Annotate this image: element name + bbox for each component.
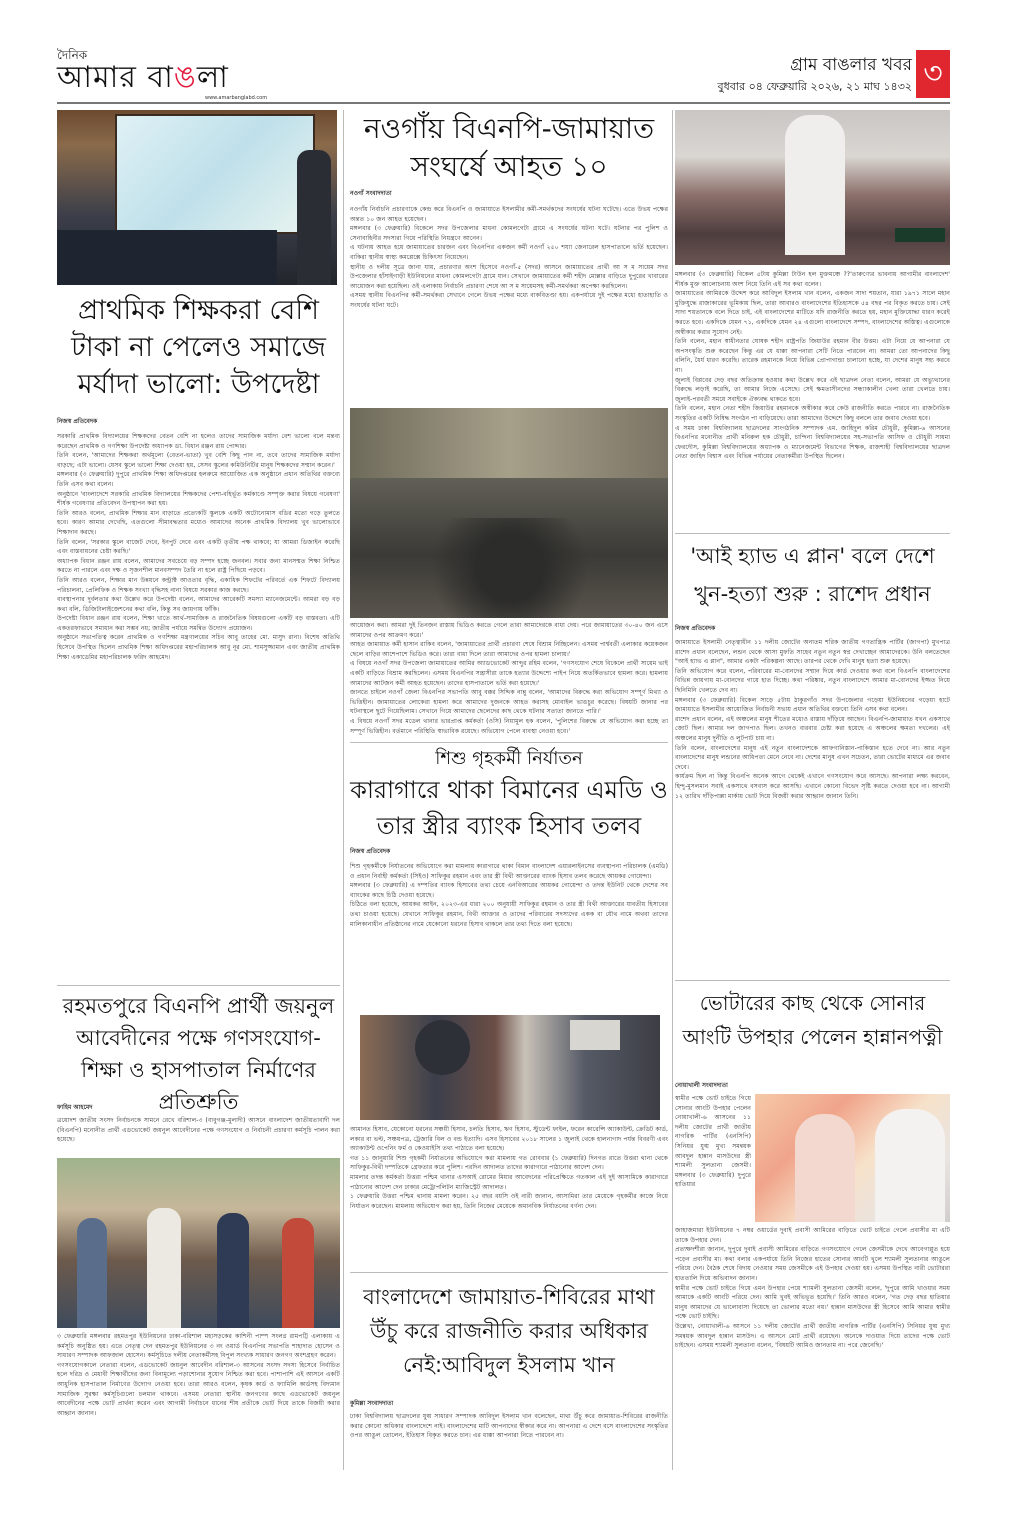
body-abidul-lead bbox=[350, 1412, 668, 1454]
paragraph: উপদেষ্টা বিধান রঞ্জন রায় বলেন, শিক্ষা খাতে আর্থ-সামাজিক ও রাজনৈতিক বিষয়গুলো একটি বড় বাস্তবতা। এটি একতরফাভাবে সমাধান করা সম্ভব নয়; জাতীয় পর্যায়ে সমন্বিত উদ্যোগ প্রয়োজন। bbox=[57, 615, 340, 632]
photo-adviser-podium bbox=[57, 110, 337, 285]
paragraph: মঙ্গলবার (৩ ফেব্রুয়ারি) এ দম্পতির ব্যাংক হিসাবের তথ্য চেয়ে এনবিআরের আয়কর গোয়েন্দা ও তদন্ত ইউনিট থেকে দেশের সব ব্যাংকের কাছে চিঠি দেওয়া হয়েছে। bbox=[350, 882, 668, 899]
paragraph: ঢাকা বিশ্ববিদ্যালয় ছাত্রদলের যুগ্ম সাধারণ সম্পাদক আবিদুল ইসলাম খান বলেছেন, মাথা উঁচু করে জামায়াত-শিবিরের রাজনীতি করার কোনো অধিকার বাংলাদেশে নাই। বাংলাদেশের মাটি আপনাদের স্বীকার করে না। আপনারা এ দেশে বসে বাংলাদেশের সংস্কৃতির ওপর আঙুল তোলেন, ইতিহাস বিকৃত করতে চান। এর ধাক্কা আপনারা নিতে পারবেন না। bbox=[350, 1413, 668, 1440]
speaker-figure bbox=[297, 150, 331, 285]
headline-biman: কারাগারে থাকা বিমানের এমডি ও তার স্ত্রীর ব্যাংক হিসাব তলব bbox=[350, 776, 668, 840]
byline-gold-ring: নোয়াখালী সংবাদদাতা bbox=[675, 1082, 728, 1089]
speaker-figure bbox=[785, 115, 845, 255]
banner-screen bbox=[115, 114, 315, 234]
paragraph: মঙ্গলবার (৩ ফেব্রুয়ারি) বিকেলে সদর উপজেলার মাধনা কোমলগেটা গ্রামে এ সংঘর্ষের ঘটনা ঘটে। ঘটনার পর পুলিশ ও সেনাবাহিনীর সদস্যরা গিয়ে পরিস্থিতি নিয়ন্ত্রণে আনেন। bbox=[350, 225, 668, 242]
masthead-title-part2: লা bbox=[196, 60, 229, 95]
body-rahmatpur-lead bbox=[57, 1116, 340, 1156]
body-gold-ring bbox=[675, 1226, 950, 1471]
headline-abidul: বাংলাদেশে জামায়াত-শিবিরের মাথা উঁচু করে রাজনীতি করার অধিকার নেই:আবিদুল ইসলাম খান bbox=[363, 1285, 655, 1377]
photo-campaign-group bbox=[57, 1158, 340, 1328]
photo-ring-gift bbox=[755, 1094, 950, 1222]
byline-primary-teachers: নিজস্ব প্রতিবেদক bbox=[57, 418, 98, 425]
divider bbox=[350, 742, 668, 743]
paragraph: অনুষ্ঠানে 'বাংলাদেশে সরকারি প্রাথমিক বিদ্যালয়ের শিক্ষকদের পেশা-বহির্ভূত কর্মকাণ্ডে সম্পৃক্ত করার বিষয়ে গবেষণা' শীর্ষক গবেষণার প্রতিবেদন উপস্থাপন করা হয়। bbox=[57, 490, 340, 508]
body-biman-bottom bbox=[350, 1125, 668, 1265]
masthead-url: www.amarbanglabd.com bbox=[205, 95, 268, 101]
paragraph: তিনি আরও বলেন, শিক্ষার মান উন্নয়নে কন্ট্রাক্ট আওতার বৃদ্ধি, একাধিক শিফটের পরিবর্তে এক শিফটে বিদ্যালয় পরিচালনা, প্রেলিফিক ও শিক্ষক সংখ্যা বৃদ্ধিসহ নানা বিষয়ে সরকার কাজ করছে। bbox=[57, 576, 340, 594]
divider bbox=[675, 980, 950, 981]
body-naogaon-bottom bbox=[350, 621, 668, 737]
paragraph: অধ্যাপক বিধান রঞ্জন রায় বলেন, আমাদের সবচেয়ে বড় সম্পদ হচ্ছে জনবল। সবার জন্য মানসম্মত শিক্ষা নিশ্চিত করতে না পারলে এবং দক্ষ ও সৃজনশীল মানবসম্পদ তৈরি না হলে রাষ্ট্র পিছিয়ে পড়বে। bbox=[57, 557, 340, 575]
paragraph: স্থানীয় ও দলীয় সূত্রে জানা যায়, প্রচারণার অংশ হিসেবে নওগাঁ-৫ (সদর) আসনে জামায়াতের প্রার্থী আ স ম সায়েম সদর উপজেলার হাঁসাইগাড়ী ইউনিয়নের মাধনা কোমলগেটা গ্রামে যান। সেখানে জামায়াতের কর্মী শহীদ মোল্লার বাড়িতে দুপুরের খাবারের আয়োজন করা হয়েছিল। ওই এলাকায় নির্বাচনি প্রচারণা শেষে আ স ম সায়েমসহ কর্মী-সমর্থকরা অপেক্ষা করছিলেন। bbox=[350, 263, 668, 290]
paragraph: গত ১১ জানুয়ারি শিশু গৃহকর্মী নির্যাতনের অভিযোগে করা মামলায় গত রোববার (১ ফেব্রুয়ারি) দিনগত রাতে উত্তরা থানা থেকে সাফিকুর-বিথী দম্পতিকে গ্রেফতার করে পুলিশ। পরদিন আদালত তাদের কারাগারে পাঠানোর আদেশ দেন। bbox=[350, 1154, 668, 1172]
divider bbox=[675, 533, 950, 534]
paragraph: জামায়াতের আমিরকে উদ্দেশ করে আবিদুল ইসলাম খান বলেন, একজন সাদা শয়তান, যারা ১৯৭১ সালে মহান মুক্তিযুদ্ধে রাজাকারের ভূমিকায় ছিল, তারা আবারও বাংলাদেশের ইতিহাসকে ৫৪ বছর পর বিকৃত করতে চায়। সেই সাদা শয়তানকে বলে দিতে চাই, এই বাংলাদেশের মাটিতে যদি রাজনীতি করতে হয়, মহান মুক্তিযোদ্ধা ধারণ করেই করতে হবে। একদিকে যেমন ৭১, একদিকে যেমন ২৪ এগুলো বাংলাদেশে সম্পদ, বাংলাদেশের অস্তিত্ব। এগুলোকে অস্বীকার করার সুযোগ নেই। bbox=[675, 290, 950, 336]
section-name: গ্রাম বাঙলার খবর bbox=[790, 55, 912, 75]
body-rashed bbox=[675, 638, 950, 974]
paragraph: গণসংযোগকালে নেতারা বলেন, এডভোকেট জয়নুল আবেদীন বরিশাল-৩ আসনের সংসদ সদস্য হিসেবে নির্বাচিত হলে দরিদ্র ও মেধাবী শিক্ষার্থীদের জন্য বিনামূল্যে পড়াশোনার সুযোগ নিশ্চিত করা হবে। পাশাপাশি এই আসনে একটি আধুনিক হাসপাতাল নির্মাণের উদ্যোগ নেওয়া হবে। তারা আরও বলেন, কৃষক কার্ড ও ফ্যামিলি কার্ডসহ বিদ্যমান সামাজিক সুরক্ষা কর্মসূচিগুলো চলমান থাকবে। এসময় নেতারা স্থানীয় জনগণের কাছে এডভোকেট জয়নুল আবেদীনের পক্ষে ভোট প্রার্থনা করেন এবং আগামী নির্বাচনে ধানের শীষ প্রতীকে ভোট দিয়ে তাকে বিজয়ী করার আহ্বান জানান। bbox=[57, 1361, 340, 1417]
person-figure bbox=[77, 1218, 107, 1328]
headline-primary-teachers: প্রাথমিক শিক্ষকরা বেশি টাকা না পেলেও সমাজে মর্যাদা ভালো: উপদেষ্টা bbox=[71, 295, 326, 400]
headline-naogaon: নওগাঁয় বিএনপি-জামায়াত সংঘর্ষে আহত ১০ bbox=[363, 112, 655, 183]
table-panel bbox=[57, 230, 277, 285]
kicker-biman: শিশু গৃহকর্মী নির্যাতন bbox=[435, 748, 583, 769]
crowd-shape bbox=[410, 518, 610, 618]
paragraph: অনুষ্ঠানে সভাপতিত্ব করেন প্রাথমিক ও গণশিক্ষা মন্ত্রণালয়ের সচিব আবু তাহের মো. মাসুদ রানা। বিশেষ অতিথি হিসেবে উপস্থিত ছিলেন প্রাথমিক শিক্ষা অধিদপ্তরের মহাপরিচালক আবু নূর মো. শামসুজ্জামান এবং জাতীয় প্রাথমিক শিক্ষা একাডেমির মহাপরিচালক ফরিদ আহমেদ। bbox=[57, 634, 340, 661]
paragraph: শিশু গৃহকর্মীকে নির্যাতনের অভিযোগে করা মামলায় কারাগারে থাকা বিমান বাংলাদেশ এয়ারলাইনসের ব্যবস্থাপনা পরিচালক (এমডি) ও প্রধান নির্বাহী কর্মকর্তা (সিইও) সাফিকুর রহমান এবং তার স্ত্রী বিথী আক্তারের ব্যাংক হিসাব তলব করেছে আয়কর গোয়েন্দা। bbox=[350, 863, 668, 880]
body-gold-ring-lead bbox=[675, 1094, 751, 1222]
headline-rahmatpur: রহমতপুরে বিএনপি প্রার্থী জয়নুল আবেদীনের পক্ষে গণসংযোগ-শিক্ষা ও হাসপাতাল নির্মাণের প্রতিশ্রুতি bbox=[62, 994, 335, 1114]
paragraph: জামায়াতে ইসলামী নেতৃত্বাধীন ১১ দলীয় জোটের অন্যতম শরিক জাতীয় গণতান্ত্রিক পার্টির (জাগপা) মুখপাত্র রাশেদ প্রধান বলেছেন, লন্ডন থেকে আসা মুফতি সাহেব নতুন নতুন স্বপ্ন দেখাচ্ছেন আমাদেরকে। উনি বলতেছেন "আই হ্যাভ এ প্লান", আমার একটা পরিকল্পনা আছে। তারপর থেকে দেখি মানুষ হত্যা শুরু হয়েছে। bbox=[675, 639, 950, 666]
divider bbox=[350, 1272, 668, 1273]
person-figure bbox=[217, 1213, 249, 1328]
paragraph: তিনি আরও বলেন, প্রাথমিক শিক্ষার মান বাড়াতে প্রত্যেকটি স্কুলকে একটি অটোনোমাস বডির মতো গড়ে তুলতে হবে। কারণ আমার দেখেছি, এতগুলো সীমাবদ্ধতার মধ্যেও আমাদের অনেক প্রাথমিক বিদ্যালয় খুব ভালোভাবে শিক্ষাদান করছে। bbox=[57, 509, 340, 536]
paragraph: তিনি বলেন, মহান স্বাধীনতার ঘোষক শহীদ রাষ্ট্রপতি জিয়াউর রহমান বীর উত্তম। এটা নিয়ে যে আপনারা যে অপসংস্কৃতি শুরু করেছেন কিন্তু এর যে ধাক্কা আপনারা সেটি নিতে পারবেন না। আমরা তো আপনাদের কিছু বলিনি, ধৈর্য ধারণ করেছি। তারেক রহমানকে নিয়ে বিভিন্ন প্রোপাগান্ডা চালানো হচ্ছে, যা দেশের মানুষ সহ্য করবে না। bbox=[675, 338, 950, 374]
paragraph: জাহাজমারা ইউনিয়নের ৭ নম্বর ওয়ার্ডের দুবাই প্রবাসী আমিরের বাড়িতে ভোট চাইতে গেলে প্রবাসীর মা এটি তাকে উপহার দেন। bbox=[675, 1227, 950, 1244]
paragraph: আয়োজন করা। আমরা দুই তিনজন রাস্তায় ভিডিও করতে গেলে তারা আমাদেরকে বাধা দেয়। পরে জামায়াতের ৩০-৪০ জন এসে আমাদের ওপর আক্রমণ করে।' bbox=[350, 622, 668, 639]
paragraph: উল্লেখ্য, নোয়াখালী-৬ আসনে ১১ দলীয় জোটের প্রার্থী জাতীয় নাগরিক পার্টির (এনসিপি) সিনিয়র যুগ্ম মুখ্য সমন্বয়ক আবদুল হান্নান মাসউদ। এ আসনে মোট প্রার্থী রয়েছেন। অনেকে দাওয়াত দিয়ে তাদের পক্ষে ভোট চাইছেন। এসময় শ্যামলী সুলতানা বলেন, 'বিষয়টি আমিও জানতাম না। পরে জেনেছি।' bbox=[675, 1322, 950, 1350]
masthead-title-logo: ঙ bbox=[173, 60, 197, 95]
person-figure bbox=[147, 1208, 181, 1328]
paragraph: এ ঘটনায় আহত হয়ে জামায়াতের চারজন এবং বিএনপির একজন কর্মী নওগাঁ ২৫০ শয্যা জেনারেল হাসপাতালে ভর্তি হয়েছেন। বাকিরা স্থানীয় স্বাস্থ্য কমপ্লেক্সে চিকিৎসা নিয়েছেন। bbox=[350, 244, 668, 261]
helmet-shape bbox=[570, 1020, 620, 1050]
body-rahmatpur bbox=[57, 1332, 340, 1462]
paragraph: ব্যবস্থাপনার দুর্বলতার কথা উল্লেখ করে উপদেষ্টা বলেন, আমাদের আরেকটি সমস্যা ম্যানেজমেন্টে। আমরা বড় বড় কথা বলি, ডিজিটালাইজেশনের কথা বলি, কিন্তু সব জায়গায় ফাঁকি। bbox=[57, 596, 340, 613]
date-line: বুধবার ০৪ ফেব্রুয়ারি ২০২৬, ২১ মাঘ ১৪৩২ bbox=[717, 80, 912, 93]
masthead-logo bbox=[57, 62, 229, 94]
paragraph: এসময় স্থানীয় বিএনপির কর্মী-সমর্থকরা সেখানে গেলে উভয় পক্ষের মধ্যে বাকবিতণ্ডা হয়। একপর্যায়ে দুই পক্ষের মধ্যে হাতাহাতি ও সংঘর্ষের ঘটনা ঘটে। bbox=[350, 292, 668, 309]
body-naogaon-top bbox=[350, 205, 668, 405]
byline-naogaon: নওগাঁ সংবাদদাতা bbox=[350, 190, 392, 197]
paragraph: তিনি বলেন, বাংলাদেশের মানুষ এই নতুন বাংলাদেশকে আফগানিস্তান-পাকিস্তান হতে দেবে না। আর নতুন বাংলাদেশের মানুষ লন্ডনের আধিপত্য মেনে নেবে না। দেশের মানুষ এখন সচেতন, তারা ভোটের মাধ্যমে এর জবাব দেবে। bbox=[675, 744, 950, 771]
person-figure bbox=[282, 1218, 314, 1328]
paragraph: এ সময় ঢাকা বিশ্ববিদ্যালয় ছাত্রদলের সাংগঠনিক সম্পাদক এম. জাহিদুল করিম চৌধুরী, কুমিল্লা-৬ আসনের বিএনপির মনোনীত প্রার্থী মনিরুল হক চৌধুরী, চান্দিনা বিশ্ববিদ্যালয়ের সহ-সভাপতি আসিফ ও চৌধুরী সায়মা ফেরদৌস, কুমিল্লা বিশ্ববিদ্যালয়ের অধ্যাপক ও ম্যানেজমেন্ট বিভাগের শিক্ষক, রাজশাহী বিশ্ববিদ্যালয়ের ছাত্রদল নেতা জাহিদ বিশ্বাস এবং বিভিন্ন পর্যায়ের নেতাকর্মীরা উপস্থিত ছিলেন। bbox=[675, 424, 950, 461]
paragraph: নওগাঁয় নির্বাচনি প্রচারণাকে কেন্দ্র করে বিএনপি ও জামায়াতে ইসলামীর কর্মী-সমর্থকদের সংঘর্ষের ঘটনা ঘটেছে। এতে উভয় পক্ষের অন্তত ১০ জন আহত হয়েছেন। bbox=[350, 206, 668, 223]
body-biman-top bbox=[350, 862, 668, 1010]
paragraph: মামলার তদন্ত কর্মকর্তা উত্তরা পশ্চিম থানার এসআই রোমের মিয়ার আবেদনের পরিপ্রেক্ষিতে গতকাল এই দুই আসামিকে কারাগারে পাঠানোর আদেশ দেন ঢাকার মেট্রোপলিটন ম্যাজিস্ট্রেট আদালত। bbox=[350, 1173, 668, 1191]
paragraph: স্বামীর পক্ষে ভোট চাইতে গিয়ে এমন উপহার পেয়ে শ্যামলী সুলতানা জেসমী বলেন, 'দুপুরে আমি খাওয়ার সময় আমাকে একটি আংটি পরিয়ে দেন। আমি খুবই অভিভূত হয়েছি।' তিনি আরও বলেন, 'গত দেড় বছর হাতিয়ার মানুষ আমাদের যে ভালোবাসা দিয়েছে তা ভোলার মতো নয়।' হান্নান মাসউদের স্ত্রী হিসেবে আমি আমার স্বামীর পক্ষে ভোট চাইছি। bbox=[675, 1284, 950, 1321]
paragraph: ত্রয়োদশ জাতীয় সংসদ নির্বাচনকে সামনে রেখে বরিশাল-৩ (বাবুগঞ্জ-মুলাদী) আসনে বাংলাদেশ জাতীয়তাবাদী দল (বিএনপি) মনোনীত প্রার্থী এডভোকেট জয়নুল আবেদীনের পক্ষে গণসংযোগ ও নির্বাচনী প্রচারণা কর্মসূচি পালন করা হয়েছে। bbox=[57, 1117, 340, 1144]
byline-biman: নিজস্ব প্রতিবেদক bbox=[350, 848, 391, 855]
background-trees bbox=[350, 408, 668, 478]
paragraph: মঙ্গলবার (৩ ফেব্রুয়ারি) বিকেল সাড়ে ৫টায় ঠাকুরগাঁও সদর উপজেলার গড়েয়া ইউনিয়নের গড়েয়া হাটে জামায়াতে ইসলামীর আয়োজিত নির্বাচনী সভায় প্রধান অতিথির বক্তব্যে তিনি এসব কথা বলেন। bbox=[675, 696, 950, 714]
paragraph: আমানত হিসাব, যেকোনো ধরনের সঞ্চয়ী হিসাব, চলতি হিসাব, ঋণ হিসাব, স্টুডেন্ট ফাইল, ফরেন কারেন্সি অ্যাকাউন্ট, ক্রেডিট কার্ড, লকার বা ভল্ট, সঞ্চয়পত্র, ট্রেজারি বিল ও বন্ড ইত্যাদি। এসব হিসাবের ২০১৮ সালের ১ জুলাই থেকে হালনাগাদ পর্যন্ত বিবরণী এবং অ্যাকাউন্ট ওপেনিং ফর্ম ও কেওয়াইসি তথ্য পাঠাতে বলা হয়েছে। bbox=[350, 1126, 668, 1153]
paragraph: এ বিষয়ে নওগাঁ সদর উপজেলা জামায়াতের আমির অ্যাডভোকেট আব্দুর রহিম বলেন, 'গণসংযোগ শেষে বিকেলে প্রার্থী সায়েম ভাই একটি বাড়িতে বিশ্রাম করছিলেন। এসময় বিএনপির সন্ত্রাসীরা তাকে হত্যার উদ্দেশ্যে পাইপ নিয়ে অতর্কিতভাবে হামলা করে। হামলায় আমাদের আটজন কর্মী আহত হয়েছেন। তাদের হাসপাতালে ভর্তি করা হয়েছে।' bbox=[350, 660, 668, 687]
paragraph: ১ ফেব্রুয়ারি উত্তরা পশ্চিম থানায় মামলা করেন। ২৫ বছর বয়সি ওই নারী জানান, আসামিরা তার মেয়েকে গৃহকর্মীর কাজে নিয়ে নির্যাতন করেছেন। মামলায় অভিযোগ করা হয়, তিনি নিজের মেয়েকে অমানবিক নির্যাতনের বর্ণনা দেন। bbox=[350, 1193, 668, 1210]
paragraph: আহত জামায়াত কর্মী হাসান রাকিব বলেন, 'জামায়াতের প্রার্থী প্রচারণা শেষে বিশ্রাম নিচ্ছিলেন। এসময় পার্শ্ববর্তী এলাকার কয়েকজন ছেলে বাড়ির আশেপাশে ভিডিও করে। তারা বাধা দিলে তারা আমাদের ওপর হামলা চালায়।' bbox=[350, 641, 668, 658]
photo-police-arrest bbox=[360, 1015, 660, 1120]
column-divider bbox=[343, 110, 344, 1470]
paragraph: স্বামীর পক্ষে ভোট চাইতে গিয়ে সোনার আংটি উপহার পেলেন নোয়াখালী-৬ আসনের ১১ দলীয় জোটের প্রার্থী জাতীয় নাগরিক পার্টির (এনসিপি) সিনিয়র যুগ্ম মুখ্য সমন্বয়ক আবদুল হান্নান মাসউদের স্ত্রী শ্যামলী সুলতানা জেসমী। মঙ্গলবার (৩ ফেব্রুয়ারি) দুপুরে হাতিয়ার bbox=[675, 1095, 751, 1189]
woman-figure bbox=[795, 1114, 855, 1222]
paragraph: রাশেদ প্রধান বলেন, এই অঞ্চলের মানুষ শীতের মধ্যেও রাস্তায় দাঁড়িয়ে আছেন। বিএনপি-জামায়াত যখন একসাথে জোট ছিল। আমার দল জাগপাও ছিল। তখনও বারবার চেষ্টা করা হয়েছে এ অঞ্চলের ক্ষমতা দখলের। এই অঞ্চলের মানুষ দুর্নীতি ও লুটপাট চায় না। bbox=[675, 715, 950, 742]
paragraph: মঙ্গলবার (৩ ফেব্রুয়ারি) দুপুরে প্রাথমিক শিক্ষা অধিদপ্তরের হলরুমে আয়োজিত এক অনুষ্ঠানে প্রধান অতিথির বক্তব্যে তিনি এসব কথা বলেন। bbox=[57, 471, 340, 488]
paragraph: এ বিষয়ে নওগাঁ সদর মডেল থানার ভারপ্রাপ্ত কর্মকর্তা (ওসি) নিয়ামুল হক বলেন, 'পুলিশের বিরুদ্ধে যে অভিযোগ করা হচ্ছে তা সম্পূর্ণ ভিত্তিহীন। বর্তমানে পরিস্থিতি স্বাভাবিক রয়েছে। অভিযোগ পেলে ব্যবস্থা নেওয়া হবে।' bbox=[350, 717, 668, 735]
paragraph: জানতে চাইলে নওগাঁ জেলা বিএনপির সভাপতি আবু বক্কর সিদ্দিক নান্নু বলেন, 'আমাদের বিরুদ্ধে করা অভিযোগ সম্পূর্ণ মিথ্যা ও ভিত্তিহীন। জামায়াতের লোকেরা হামলা করে আমাদের দুজনকে আহত করাসহ মোবাইল ভাঙচুর করেছে। বিষয়টি জানার পর ঘটনাস্থলে ছুটে গিয়েছিলাম। সেখানে গিয়ে আমাদের ছেলেদের কাছ থেকে ঘটনার সত্যতা জানতে পারি।' bbox=[350, 689, 668, 716]
woman-figure bbox=[875, 1109, 945, 1222]
byline-rashed: নিজস্ব প্রতিবেদক bbox=[675, 625, 716, 632]
masthead-prefix: দৈনিক bbox=[57, 48, 88, 62]
paragraph: সরকারি প্রাথমিক বিদ্যালয়ের শিক্ষকদের বেতন বেশি না হলেও তাদের সামাজিক মর্যাদা বেশ ভালো বলে মন্তব্য করেছেন প্রাথমিক ও গণশিক্ষা উপদেষ্টা অধ্যাপক ডা. বিধান রঞ্জন রায় পোদ্দার। bbox=[57, 433, 340, 450]
paragraph: জুলাই বিপ্লবের দেড় বছর অতিক্রান্ত হওয়ার কথা উল্লেখ করে এই ছাত্রদল নেতা বলেন, আমরা যে অভ্যুত্থানের বিরুদ্ধে লড়াই করেছি, তা আমার নিজে এসেছে। সেই ক্ষমতাসীনদের সন্ধ্যাকালীন খেলা তারা খেলতে চায়। জুলাই-পরবর্তী সময়ে সবাইকে ঐক্যবদ্ধ থাকতে হবে। bbox=[675, 376, 950, 403]
paragraph: তিনি বলেন, 'সরকার স্কুলে বাজেট দেবে, ইনপুট দেবে এবং একটি তৃতীয় পক্ষ থাকবে; যা আমরা ডিজাইন করেছি এবং বাস্তবায়নের চেষ্টা করছি।' bbox=[57, 538, 340, 556]
photo-rally-crowd bbox=[675, 110, 950, 265]
paragraph: তিনি বলেন, 'আমাদের শিক্ষকরা অর্থমূল্যে (বেতন-ভাতা) খুব বেশি কিছু পান না, তবে তাদের সামাজিক মর্যাদা বাড়ছে; এটা ভালো। যেসব স্কুলে ভালো শিক্ষা দেওয়া হয়, সেসব স্কুলের কমিউনিটির মানুষ শিক্ষকদের সম্মান করেন।' bbox=[57, 452, 340, 469]
helmet-shape bbox=[415, 1020, 470, 1075]
paragraph: কার্যক্রম ছিল না কিন্তু বিএনপি অনেক আগে থেকেই এখানে গণসংযোগ করে আসছে। আপনারা লক্ষ্য করবেন, হিন্দু-মুসলমান সবাই একসাথে বসবাস করে আসছি। এখানে কোনো বিভেদ সৃষ্টি করতে দেওয়া হবে না। আগামী ১২ তারিখ দাঁড়িপাল্লা মার্কায় ভোট দিয়ে বিজয়ী করার আহ্বান জানান তিনি। bbox=[675, 773, 950, 800]
paragraph: মঙ্গলবার (৩ ফেব্রুয়ারি) বিকেল ৫টায় কুমিল্লা টাউন হল মুক্তমঞ্চে ??'তারুণ্যের ভাবনায় আগামীর বাংলাদেশ' শীর্ষক মুক্ত আলোচনায় অংশ নিয়ে তিনি এই সব কথা বলেন। bbox=[675, 271, 950, 288]
headline-rashed: 'আই হ্যাভ এ প্লান' বলে দেশে খুন-হত্যা শুরু : রাশেদ প্রধান bbox=[690, 544, 935, 606]
paragraph: তিনি বলেন, মহান নেতা শহীদ জিয়াউর রহমানকে অস্বীকার করে কেউ রাজনীতি করতে পারবে না। রাজনৈতিক সংস্কৃতির একটি নিষিদ্ধ সংগঠন পা বাড়িয়েছে। তারা আমাদের উদ্দেশে কিছু বললে তার জবাব দেওয়া হবে। bbox=[675, 405, 950, 422]
paragraph: চিঠিতে বলা হয়েছে, আয়কর আইন, ২০২৩-এর ধারা ২০০ অনুযায়ী সাফিকুর রহমান ও তার স্ত্রী বিথী আক্তারের যাবতীয় হিসাবের তথ্য চাওয়া হয়েছে। যেখানে সাফিকুর রহমান, বিথী আক্তার ও তাদের পরিবারের সদস্যদের একক বা যৌথ নামে অথবা তাদের মালিকানাধীন প্রতিষ্ঠানের নামে যেকোনো ধরনের হিসাব থাকলে তার তথ্য দিতে বলা হয়েছে। bbox=[350, 901, 668, 928]
headline-gold-ring: ভোটারের কাছ থেকে সোনার আংটি উপহার পেলেন হান্নানপত্নী bbox=[682, 991, 943, 1049]
paragraph: ৩ ফেব্রুয়ারি মঙ্গলবার রহমতপুর ইউনিয়নের ঢাকা-বরিশাল মহাসড়কের কাশিনী পাম্প সংলগ্ন রামপট্টি এলাকায় এ কর্মসূচি অনুষ্ঠিত হয়। এতে নেতৃত্ব দেন রহমতপুর ইউনিয়নের ৩ নং ওয়ার্ড বিএনপির সভাপতি শাহাদাত হোসেন ও সাধারণ সম্পাদক আফজাল হোসেন। কর্মসূচিতে দলীয় নেতাকর্মীসহ বিপুল সংখ্যক সাধারণ জনগণ অংশগ্রহণ করেন। bbox=[57, 1333, 340, 1360]
divider bbox=[57, 985, 340, 986]
body-abidul bbox=[675, 270, 950, 529]
column-divider bbox=[672, 110, 673, 1470]
masthead-title-part1: আমার বা bbox=[57, 60, 174, 95]
paragraph: তিনি অভিযোগ করে বলেন, পরিবারের মা-বোনদের সম্মান দিয়ে কার্ড দেওয়ার কথা বলে বিএনপি বাংলাদেশের বিভিন্ন জায়গায় মা-বোনদের গায়ে হাত দিচ্ছে। কথা পরিষ্কার, নতুন বাংলাদেশে আমার মা-বোনদের ইজ্জত নিয়ে ছিনিমিনি খেলতে দেব না। bbox=[675, 667, 950, 694]
byline-rahmatpur: ফাহিম আহমেদ bbox=[57, 1104, 93, 1111]
header-rule bbox=[57, 102, 950, 104]
photo-clash-crowd bbox=[350, 408, 668, 618]
paragraph: প্রত্যক্ষদর্শীরা জানান, দুপুরে দুবাই প্রবাসী আমিরের বাড়িতে গণসংযোগে গেলে জেসমীকে দেখে আবেগাপ্লুত হয়ে পড়েন প্রবাসীর মা। কথা বলার একপর্যায়ে তিনি নিজের হাতের সোনার আংটি খুলে শ্যামলী সুলতানার আঙুলে পরিয়ে দেন। বৈঠক শেষে বিদায় নেওয়ার সময় জেসমীকে এই উপহার দেওয়া হয়। এসময় উপস্থিত নারী ভোটাররা হাততালি দিয়ে অভিবাদন জানান। bbox=[675, 1246, 950, 1282]
banner-sign bbox=[895, 228, 945, 242]
body-primary-teachers bbox=[57, 432, 340, 977]
byline-abidul: কুমিল্লা সংবাদদাতা bbox=[350, 1400, 394, 1407]
page-number-badge: ৩ bbox=[916, 50, 950, 98]
